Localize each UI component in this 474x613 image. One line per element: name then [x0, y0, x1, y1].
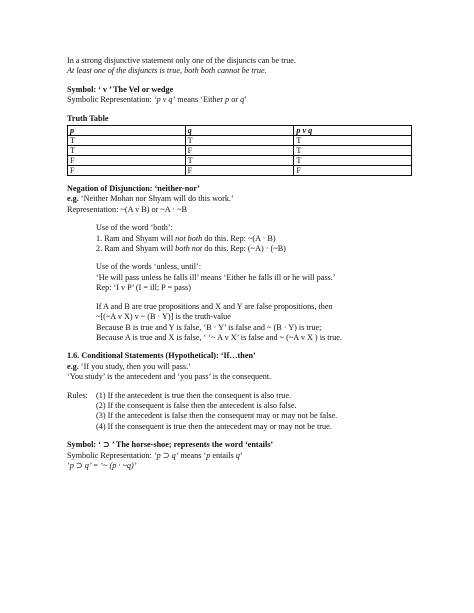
table-cell: T	[294, 136, 412, 146]
vel-rep-q: q	[240, 95, 245, 105]
rule-item: (1) If the antecedent is true then the consequent is also true.	[96, 390, 292, 400]
prop-line-4: Because A is true and X is false, ‘ ‘~ A v X’ is false and ~ (~A v X ) is true.	[96, 332, 342, 342]
vel-heading: Symbol: ‘ v ’ The Vel or wedge	[67, 84, 174, 94]
document-body	[67, 56, 412, 471]
truth-table-header: p	[68, 126, 186, 136]
intro-line-2: At least one of the disjuncts is true, both both cannot be true.	[67, 66, 267, 76]
horseshoe-heading: Symbol: ‘ ⊃ ’ The horse-shoe; represents the word ‘entails’	[67, 440, 274, 450]
both-item-1-start: 1. Ram and Shyam will	[96, 233, 176, 243]
both-item-1-emphasis: not both	[175, 233, 203, 243]
table-cell: F	[294, 166, 412, 176]
vel-rep-p: p	[225, 95, 230, 105]
table-cell: T	[294, 146, 412, 156]
both-item-2-start: 2. Ram and Shyam will	[96, 244, 176, 254]
table-cell: T	[185, 156, 294, 166]
prop-line-3: Because B is true and Y is false, ‘B · Y’ is false and ~ (B · Y) is true;	[96, 322, 322, 332]
table-cell: T	[294, 156, 412, 166]
table-cell: F	[68, 156, 186, 166]
table-row	[68, 166, 412, 176]
horseshoe-rep-mid: means ‘	[178, 450, 207, 460]
rule-item: (2) If the consequent is false then the antecedent is also false.	[96, 400, 297, 410]
rules-block	[67, 391, 412, 433]
conditional-heading: 1.6. Conditional Statements (Hypothetical): ‘If…then’	[67, 351, 256, 361]
eg-label: e.g.	[67, 361, 79, 371]
unless-line-1: ‘He will pass unless he falls ill’ means ‘Either he falls ill or he will pass.’	[96, 272, 336, 282]
vel-rep-end: ’	[244, 95, 247, 105]
horseshoe-rep-end: ’	[239, 450, 243, 460]
horseshoe-rep-p: p	[206, 450, 211, 460]
table-cell: F	[68, 166, 186, 176]
table-cell: T	[185, 136, 294, 146]
table-cell: T	[68, 146, 186, 156]
rules-list	[96, 391, 337, 433]
vel-rep-prefix: Symbolic Representation:	[67, 95, 154, 105]
table-row	[68, 156, 412, 166]
table-cell: T	[68, 136, 186, 146]
both-item-2-emphasis: both not	[175, 244, 203, 254]
both-item-2-end: do this. Rep: (~A) · (~B)	[202, 244, 286, 254]
rule-item: (4) If the consequent is true then the antecedent may or may not be true.	[96, 421, 332, 431]
vel-representation	[67, 95, 412, 105]
horseshoe-equivalence: ‘p ⊃ q’ = ‘~ (p · ~q)’	[67, 460, 137, 470]
negation-example-text: ‘Neither Mohan nor Shyam will do this work.’	[78, 194, 234, 204]
eg-label: e.g.	[67, 194, 79, 204]
prop-line-2: ~[(~A v X) v ~ (B · Y)] is the truth-value	[96, 312, 231, 322]
intro-line-1: In a strong disjunctive statement only one of the disjuncts can be true.	[67, 56, 296, 65]
both-item-1	[96, 234, 412, 244]
prop-line-1: If A and B are true propositions and X and Y are false propositions, then	[96, 301, 333, 311]
both-intro: Use of the word ‘both’:	[96, 223, 173, 233]
table-row	[68, 146, 412, 156]
vel-rep-or: or	[229, 95, 241, 105]
vel-rep-formula: ‘p v q’	[153, 95, 176, 105]
horseshoe-rep-formula: ‘p ⊃ q’	[153, 450, 179, 460]
both-item-1-end: do this. Rep: ~(A · B)	[202, 233, 276, 243]
truth-table	[67, 125, 412, 176]
horseshoe-rep-prefix: Symbolic Representation:	[67, 450, 154, 460]
vel-rep-mid: means ‘Either	[175, 95, 226, 105]
negation-example	[67, 194, 412, 204]
unless-line-2: Rep: ‘I v P’ (I = ill; P = pass)	[96, 283, 191, 293]
conditional-line-2: ‘You study’ is the antecedent and ‘you pass’ is the consequent.	[67, 372, 272, 382]
horseshoe-rep-entails: entails	[210, 450, 236, 460]
table-cell: F	[185, 166, 294, 176]
negation-heading: Negation of Disjunction: ‘neither-nor’	[67, 184, 200, 194]
truth-table-heading: Truth Table	[67, 113, 109, 123]
truth-table-header: q	[185, 126, 294, 136]
truth-table-header-row	[68, 126, 412, 136]
conditional-example-text: ‘If you study, then you will pass.’	[78, 361, 191, 371]
table-row	[68, 136, 412, 146]
table-cell: F	[185, 146, 294, 156]
both-item-2	[96, 244, 412, 254]
both-section	[67, 223, 412, 343]
horseshoe-rep-q: q	[235, 450, 240, 460]
horseshoe-representation	[67, 451, 412, 461]
unless-intro: Use of the words ‘unless, until’:	[96, 262, 202, 272]
rules-label: Rules:	[67, 390, 88, 400]
rule-item: (3) If the antecedent is false then the consequent may or may not be false.	[96, 411, 338, 421]
negation-representation: Representation: ~(A v B) or ~A · ~B	[67, 204, 187, 214]
truth-table-header: p v q	[294, 126, 412, 136]
conditional-example	[67, 362, 412, 372]
